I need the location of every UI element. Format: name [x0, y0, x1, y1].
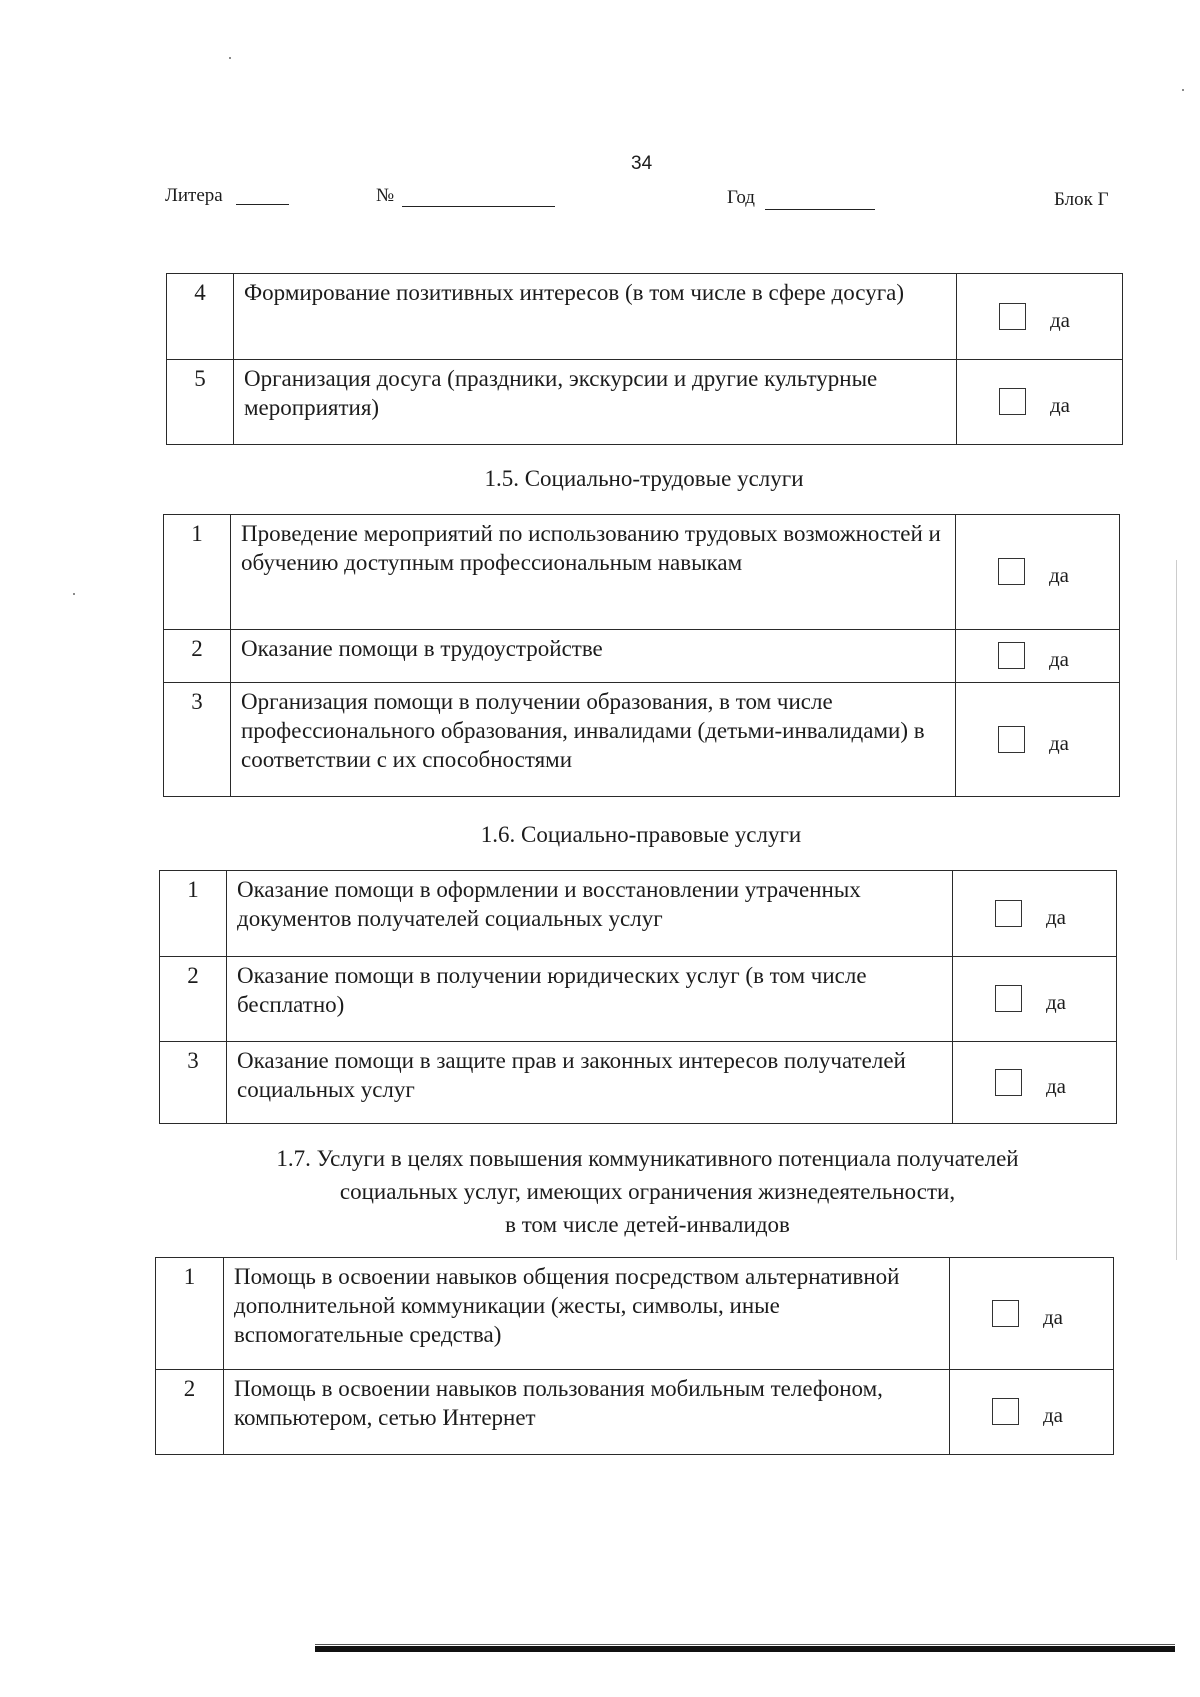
row-number: 3 — [164, 683, 231, 797]
number-field[interactable] — [402, 184, 555, 207]
answer-cell — [956, 515, 1120, 630]
answer-cell — [953, 957, 1117, 1042]
block-label: Блок Г — [1054, 189, 1109, 210]
service-text: Помощь в освоении навыков пользования мобильным телефоном, компьютером, сетью Интернет — [224, 1370, 950, 1455]
table-row — [164, 683, 1120, 797]
answer-cell — [956, 683, 1120, 797]
checkbox[interactable] — [995, 985, 1022, 1012]
service-text: Организация досуга (праздники, экскурсии и другие культурные мероприятия) — [234, 360, 957, 445]
service-text: Оказание помощи в трудоустройстве — [231, 630, 956, 683]
row-number: 5 — [167, 360, 234, 445]
answer-cell — [957, 360, 1123, 445]
services-table-leisure — [166, 273, 1123, 445]
checkbox[interactable] — [992, 1300, 1019, 1327]
checkbox[interactable] — [999, 388, 1026, 415]
year-field[interactable] — [765, 187, 875, 210]
answer-cell — [953, 871, 1117, 957]
litera-field[interactable] — [236, 182, 289, 205]
row-number: 2 — [160, 957, 227, 1042]
row-number: 2 — [164, 630, 231, 683]
services-table-communication — [155, 1257, 1114, 1455]
answer-label: да — [1049, 647, 1070, 671]
answer-label: да — [1049, 563, 1070, 587]
checkbox[interactable] — [998, 642, 1025, 669]
answer-cell — [953, 1042, 1117, 1124]
table-row — [167, 274, 1123, 360]
row-number: 1 — [156, 1258, 224, 1370]
bottom-rule — [315, 1646, 1175, 1652]
scan-speck — [229, 57, 231, 59]
services-table-labor — [163, 514, 1120, 797]
number-label: № — [376, 185, 395, 206]
bottom-rule-thin — [315, 1644, 1175, 1645]
table-row — [160, 1042, 1117, 1124]
section-title-1-7-line-3: в том числе детей-инвалидов — [505, 1212, 790, 1237]
checkbox[interactable] — [998, 558, 1025, 585]
row-number: 2 — [156, 1370, 224, 1455]
table-row — [167, 360, 1123, 445]
scan-edge-line — [1176, 560, 1177, 1260]
section-title-1-6: 1.6. Социально-правовые услуги — [480, 822, 802, 847]
answer-label: да — [1046, 904, 1067, 929]
litera-label: Литера — [165, 185, 223, 206]
answer-cell — [950, 1258, 1114, 1370]
scan-speck — [1182, 89, 1184, 91]
table-row — [164, 630, 1120, 683]
service-text: Оказание помощи в защите прав и законных интересов получателей социальных услуг — [227, 1042, 953, 1124]
service-text: Оказание помощи в получении юридических услуг (в том числе бесплатно) — [227, 957, 953, 1042]
answer-label: да — [1050, 307, 1071, 332]
services-table-legal — [159, 870, 1117, 1124]
service-text: Организация помощи в получении образования, в том числе профессионального образования, инвалидами (детьми-инвалидами) в соответствии с их способностями — [231, 683, 956, 797]
service-text: Помощь в освоении навыков общения посредством альтернативной дополнительной коммуникации (жесты, символы, иные вспомогательные средства) — [224, 1258, 950, 1370]
row-number: 1 — [160, 871, 227, 957]
answer-label: да — [1043, 1304, 1064, 1329]
scan-speck — [73, 593, 75, 595]
answer-cell — [957, 274, 1123, 360]
service-text: Проведение мероприятий по использованию трудовых возможностей и обучению доступным профессиональным навыкам — [231, 515, 956, 630]
section-title-1-5: 1.5. Социально-трудовые услуги — [484, 466, 804, 491]
checkbox[interactable] — [995, 1069, 1022, 1096]
section-title-1-7-line-1: 1.7. Услуги в целях повышения коммуникативного потенциала получателей — [276, 1146, 1019, 1171]
checkbox[interactable] — [995, 900, 1022, 927]
table-row — [156, 1370, 1114, 1455]
table-row — [160, 957, 1117, 1042]
answer-label: да — [1046, 1073, 1067, 1098]
checkbox[interactable] — [992, 1398, 1019, 1425]
service-text: Формирование позитивных интересов (в том числе в сфере досуга) — [234, 274, 957, 360]
year-label: Год — [727, 187, 755, 208]
page-number: 34 — [631, 153, 653, 174]
answer-label: да — [1050, 393, 1071, 417]
checkbox[interactable] — [999, 303, 1026, 330]
table-row — [156, 1258, 1114, 1370]
answer-label: да — [1046, 990, 1067, 1014]
row-number: 4 — [167, 274, 234, 360]
section-title-1-7-line-2: социальных услуг, имеющих ограничения жизнедеятельности, — [339, 1179, 956, 1204]
service-text: Оказание помощи в оформлении и восстановлении утраченных документов получателей социальных услуг — [227, 871, 953, 957]
answer-label: да — [1043, 1403, 1064, 1427]
table-row — [164, 515, 1120, 630]
answer-cell — [950, 1370, 1114, 1455]
row-number: 1 — [164, 515, 231, 630]
row-number: 3 — [160, 1042, 227, 1124]
checkbox[interactable] — [998, 726, 1025, 753]
answer-label: да — [1049, 730, 1070, 755]
answer-cell — [956, 630, 1120, 683]
table-row — [160, 871, 1117, 957]
